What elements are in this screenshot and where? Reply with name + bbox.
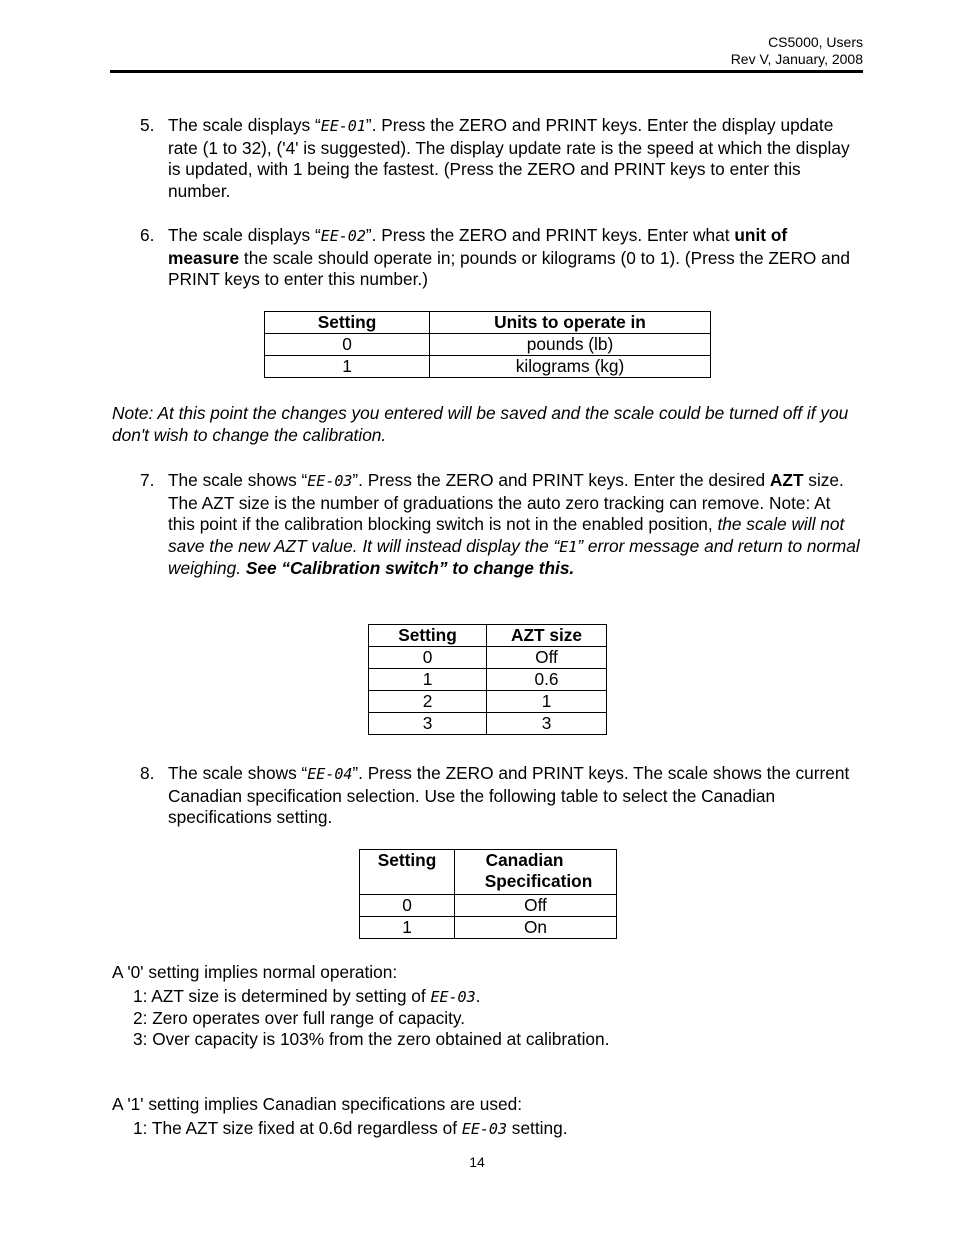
step-number: 6.: [140, 225, 155, 245]
table-cell: 1: [265, 356, 430, 378]
table-cell: 3: [369, 713, 487, 735]
one-setting-item-1: 1: The AZT size fixed at 0.6d regardless of EE-03 setting.: [133, 1118, 568, 1138]
display-code: EE-01: [320, 117, 366, 135]
azt-table: [368, 624, 607, 735]
page-number: 14: [469, 1154, 485, 1170]
step-text: The scale displays “EE-02”. Press the ZERO and PRINT keys. Enter what unit of measure the scale should operate in; pounds or kilograms (0 to 1). (Press the ZERO and PRINT keys to enter this number.): [168, 225, 851, 289]
step-5: [140, 115, 860, 202]
table-cell: kilograms (kg): [430, 356, 711, 378]
step-number: 5.: [140, 115, 155, 135]
table-cell: 1: [369, 669, 487, 691]
zero-setting-item-2: 2: Zero operates over full range of capacity.: [133, 1008, 466, 1028]
table-row: [265, 334, 711, 356]
header-rule: [110, 70, 863, 73]
display-code: EE-02: [320, 227, 366, 245]
zero-setting-item-1: 1: AZT size is determined by setting of EE-03.: [133, 986, 481, 1006]
table-header-row: [265, 312, 711, 334]
step-text: The scale shows “EE-03”. Press the ZERO and PRINT keys. Enter the desired AZT size. The AZT size is the number of graduations the auto zero tracking can remove. Note: At this point if the calibration blocking switch is not in the enabled position, the scale will not save the new AZT value. It will instead display the “E1” error message and return to normal weighing. See “Calibration switch” to change this.: [168, 470, 860, 578]
page-header: [731, 34, 863, 68]
canadian-spec-table: [359, 849, 617, 939]
table-row: [360, 917, 617, 939]
column-header: Setting: [369, 625, 487, 647]
zero-setting-item-3: 3: Over capacity is 103% from the zero obtained at calibration.: [133, 1029, 610, 1049]
step-text: The scale shows “EE-04”. Press the ZERO and PRINT keys. The scale shows the current Canadian specification selection. Use the following table to select the Canadian specifications setting.: [168, 763, 850, 827]
table-cell: 0.6: [487, 669, 607, 691]
table-cell: 2: [369, 691, 487, 713]
table-cell: 3: [487, 713, 607, 735]
step-number: 8.: [140, 763, 155, 783]
table-row: [369, 669, 607, 691]
display-code: EE-04: [307, 765, 353, 783]
table-row: [369, 691, 607, 713]
column-header: Units to operate in: [430, 312, 711, 334]
table-cell: On: [455, 917, 617, 939]
step-6: [140, 225, 860, 291]
table-cell: Off: [455, 895, 617, 917]
display-code: EE-03: [307, 472, 353, 490]
emphasis: unit of measure: [168, 225, 788, 268]
table-row: [360, 895, 617, 917]
table-cell: 0: [360, 895, 455, 917]
table-row: [369, 647, 607, 669]
table-cell: 0: [369, 647, 487, 669]
table-cell: pounds (lb): [430, 334, 711, 356]
table-cell: 1: [487, 691, 607, 713]
emphasis: AZT: [769, 470, 804, 490]
table-row: [265, 356, 711, 378]
step-8: [140, 763, 860, 829]
step-7: [140, 470, 860, 580]
calibration-note: Note: At this point the changes you entered will be saved and the scale could be turned off if you don't wish to change the calibration.: [112, 403, 849, 445]
table-cell: 1: [360, 917, 455, 939]
error-code: E1: [559, 537, 578, 556]
display-code: EE-03: [430, 988, 476, 1006]
step-number: 7.: [140, 470, 155, 490]
table-header-row: [369, 625, 607, 647]
column-header: AZT size: [487, 625, 607, 647]
table-row: [369, 713, 607, 735]
display-code: EE-03: [461, 1120, 507, 1138]
column-header: Setting: [360, 850, 455, 895]
step-text: The scale displays “EE-01”. Press the ZERO and PRINT keys. Enter the display update rate (1 to 32), ('4' is suggested). The display update rate is the speed at which the display is updated, with 1 being the fastest. (Press the ZERO and PRINT keys to enter this number.: [168, 115, 850, 201]
header-doc-title: CS5000, Users: [768, 34, 863, 50]
table-header-row: [360, 850, 617, 895]
header-revision: Rev V, January, 2008: [730, 51, 863, 67]
calibration-switch-reference: See “Calibration switch” to change this.: [245, 558, 575, 578]
table-cell: Off: [487, 647, 607, 669]
units-table: [264, 311, 711, 378]
column-header: Canadian Specification: [455, 850, 617, 895]
table-cell: 0: [265, 334, 430, 356]
column-header: Setting: [265, 312, 430, 334]
zero-setting-intro: A '0' setting implies normal operation:: [112, 962, 398, 982]
one-setting-intro: A '1' setting implies Canadian specifications are used:: [112, 1094, 523, 1114]
